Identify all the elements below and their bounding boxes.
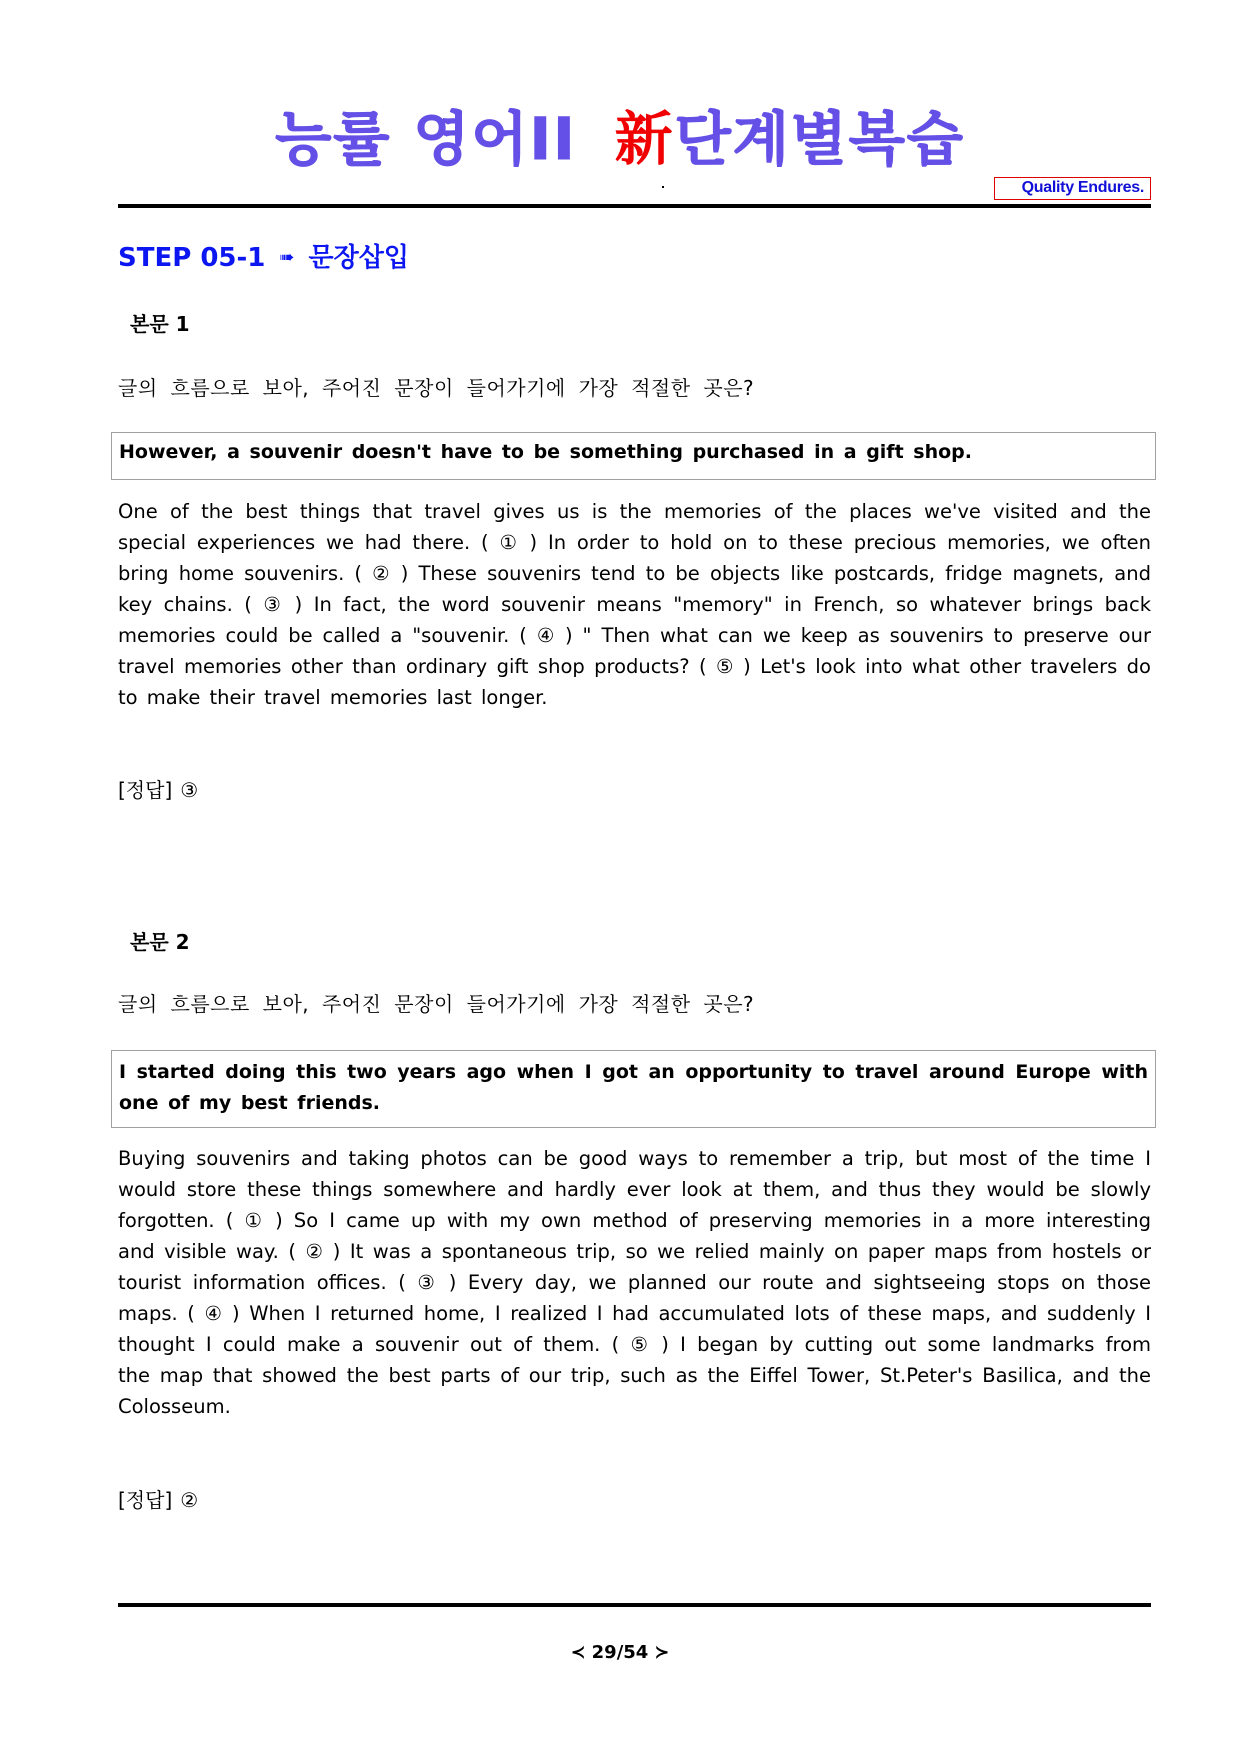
header-dot: [662, 186, 664, 188]
section-1-answer: [118, 776, 198, 804]
section-1-given-sentence: However, a souvenir doesn't have to be something purchased in a gift shop.: [111, 432, 1156, 480]
section-2-given-sentence: I started doing this two years ago when I got an opportunity to travel around Europe with one of my best friends.: [111, 1050, 1156, 1128]
step-code: STEP 05-1: [118, 243, 266, 273]
footer-divider: [118, 1603, 1151, 1607]
answer-label: [정답]: [118, 778, 173, 802]
chevron-right-icon: ≻: [654, 1642, 670, 1663]
answer-value: ②: [180, 1488, 199, 1512]
page-indicator: [0, 1640, 1240, 1666]
page-number: 29/54: [591, 1642, 649, 1663]
document-title: [0, 104, 1240, 174]
chevron-left-icon: ≺: [570, 1642, 586, 1663]
arrow-right-icon: ➠: [279, 247, 295, 268]
section-2-passage: Buying souvenirs and taking photos can be good ways to remember a trip, but most of the time I would store these things somewhere and hardly ever look at them, and thus they would be slowly forgotten. ( ① ) So I came up with my own method of preserving memories in a more interesting and visible way. ( ② ) It was a spontaneous trip, so we relied mainly on paper maps from hostels or tourist information offices. ( ③ ) Every day, we planned our route and sightseeing stops on those maps. ( ④ ) When I returned home, I realized I had accumulated lots of these maps, and suddenly I thought I could make a souvenir out of them. ( ⑤ ) I began by cutting out some landmarks from the map that showed the best parts of our trip, such as the Eiffel Tower, St.Peter's Basilica, and the Colosseum.: [118, 1147, 1151, 1418]
section-2-question: 글의 흐름으로 보아, 주어진 문장이 들어가기에 가장 적절한 곳은?: [118, 992, 755, 1016]
answer-label: [정답]: [118, 1488, 173, 1512]
slogan-badge: Quality Endures.: [994, 177, 1151, 200]
answer-value: ③: [180, 778, 199, 802]
title-textbook: 능률 영어II: [275, 105, 577, 173]
section-1-passage: One of the best things that travel gives us is the memories of the places we've visited and the special experiences we had there. ( ① ) In order to hold on to these precious memories, we often bring home souvenirs. ( ② ) These souvenirs tend to be objects like postcards, fridge magnets, and key chains. ( ③ ) In fact, the word souvenir means "memory" in French, so whatever brings back memories could be called a "souvenir. ( ④ ) " Then what can we keep as souvenirs to preserve our travel memories other than ordinary gift shop products? ( ⑤ ) Let's look into what other travelers do to make their travel memories last longer.: [118, 500, 1151, 709]
section-1-label: 본문 1: [130, 312, 190, 336]
header-divider: [118, 204, 1151, 208]
section-1-question: 글의 흐름으로 보아, 주어진 문장이 들어가기에 가장 적절한 곳은?: [118, 376, 755, 400]
title-review: 단계별복습: [674, 105, 965, 173]
section-2-label: 본문 2: [130, 930, 190, 954]
step-heading: [118, 240, 409, 276]
section-2-answer: [118, 1486, 198, 1514]
title-new-hanja: 新: [614, 105, 675, 173]
step-title: 문장삽입: [308, 243, 409, 273]
